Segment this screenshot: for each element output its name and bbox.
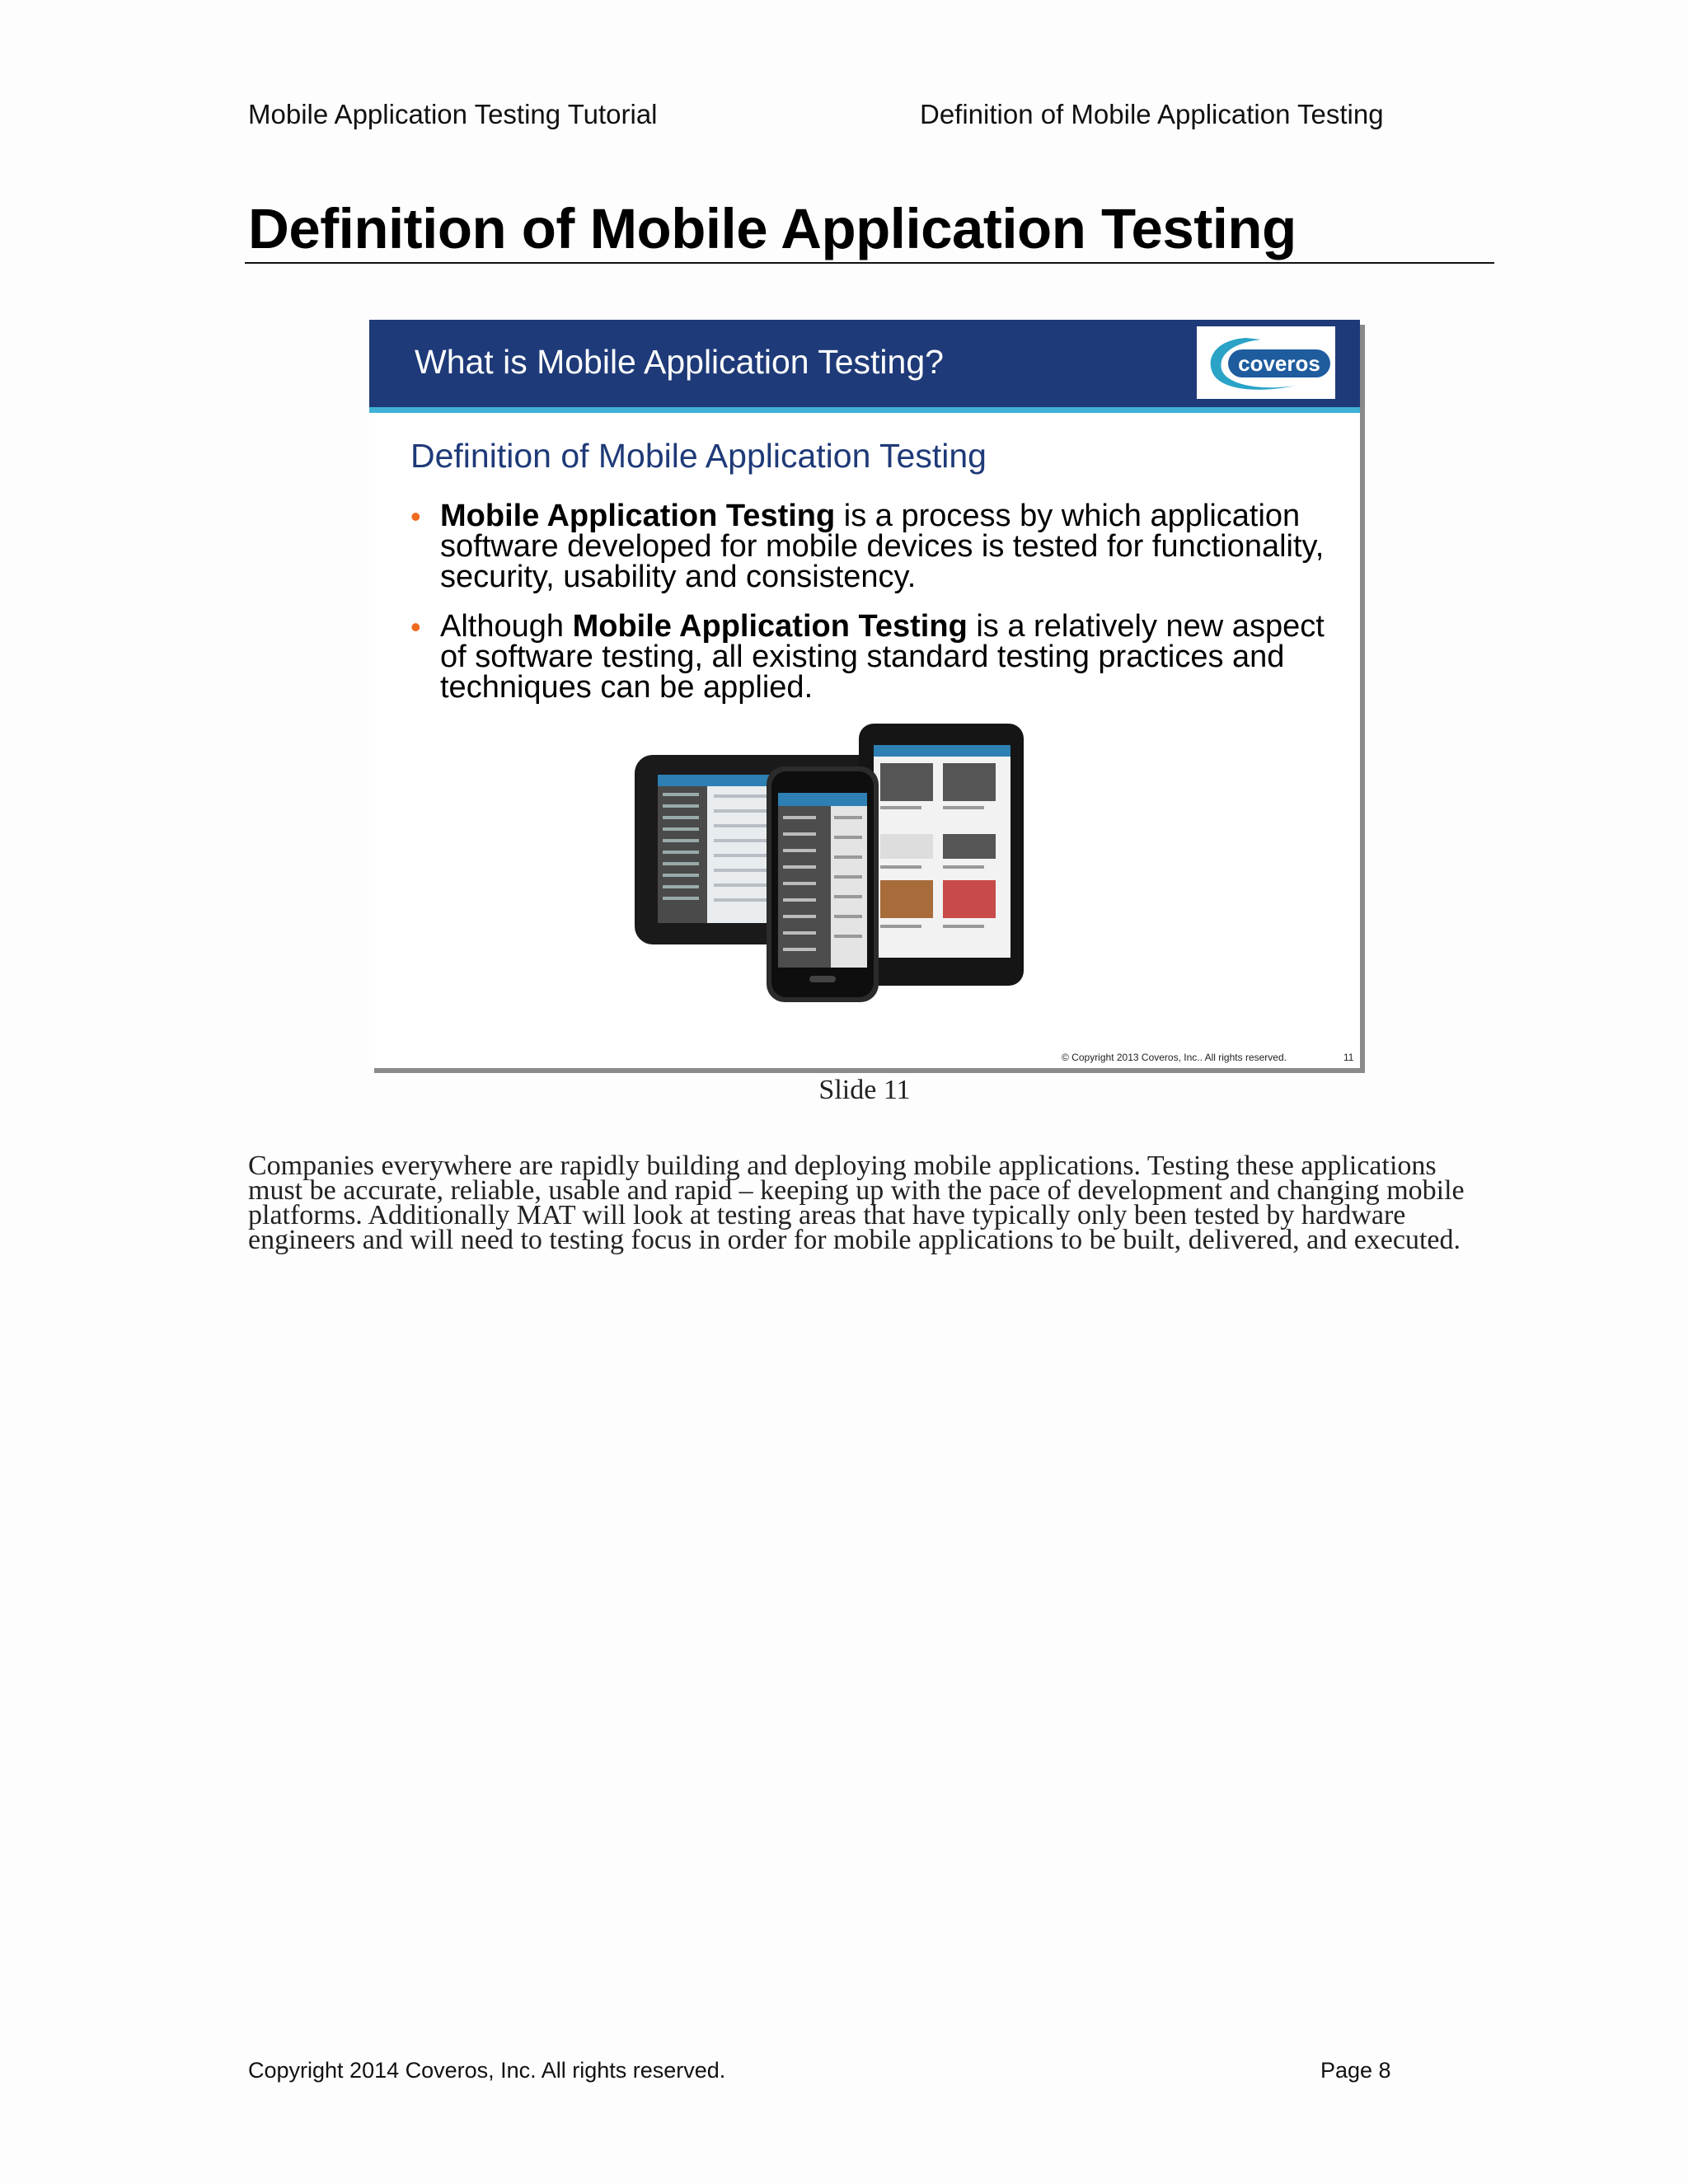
running-header-right: Definition of Mobile Application Testing bbox=[920, 99, 1384, 129]
bullet-dot-icon: • bbox=[410, 499, 421, 533]
logo-wordmark: coveros bbox=[1238, 351, 1320, 376]
slide-subtitle: Definition of Mobile Application Testing bbox=[410, 437, 987, 475]
slide-number: 11 bbox=[1343, 1052, 1354, 1063]
running-header-left: Mobile Application Testing Tutorial bbox=[248, 99, 658, 129]
body-paragraph: Companies everywhere are rapidly building and deploying mobile applications. Testing these applications must be accurate, reliable, usable and rapid – keeping up with the pace of development and changing mobile platforms. Additionally MAT will look at testing areas that have typically only been tested by hardware engineers and will need to testing focus in order for mobile applications to be built, delivered, and executed. bbox=[248, 1151, 1465, 1255]
coveros-logo bbox=[1197, 326, 1335, 399]
slide-caption: Slide 11 bbox=[818, 1075, 911, 1105]
slide-header-bar bbox=[369, 320, 1360, 407]
slide-bullet: • Mobile Application Testing is a process by which application software developed for mobile devices is tested for functionality, security, usability and consistency. bbox=[410, 499, 1325, 594]
slide-copyright: © Copyright 2013 Coveros, Inc.. All rights reserved. bbox=[1062, 1052, 1287, 1063]
slide-header-title: What is Mobile Application Testing? bbox=[415, 343, 944, 381]
page-number: Page 8 bbox=[1320, 2058, 1391, 2083]
slide-bullet: • Although Mobile Application Testing is a relatively new aspect of software testing, all existing standard testing practices and techniques can be applied. bbox=[410, 609, 1325, 705]
slide-header-accent-bar bbox=[369, 407, 1360, 413]
bullet-dot-icon: • bbox=[410, 610, 421, 644]
footer-copyright: Copyright 2014 Coveros, Inc. All rights reserved. bbox=[248, 2058, 726, 2083]
title-underline bbox=[245, 262, 1494, 264]
slide-image bbox=[369, 320, 1360, 1068]
page-title: Definition of Mobile Application Testing bbox=[248, 197, 1296, 260]
mobile-devices-illustration bbox=[635, 724, 1030, 1004]
